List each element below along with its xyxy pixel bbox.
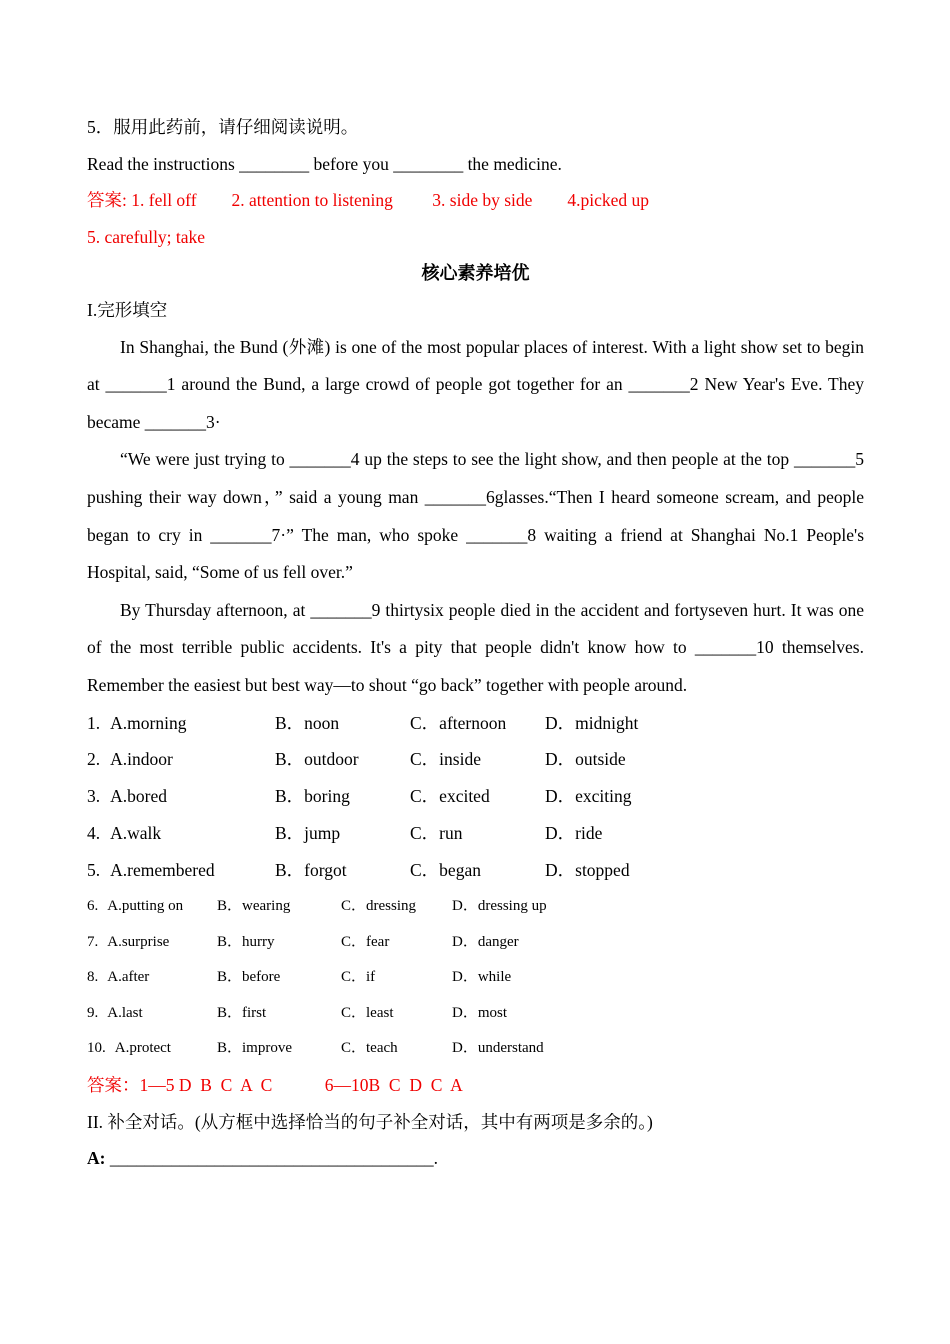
question-row-3 [87, 778, 864, 815]
option-b: B．outdoor [275, 749, 359, 770]
option-b: B．first [217, 1004, 267, 1021]
option-d: D．dressing up [452, 898, 547, 915]
question-number: 6. [87, 898, 99, 915]
cloze-paragraph-1: In Shanghai, the Bund (外滩) is one of the most popular places of interest. With a light show set to begin at _______1 around the Bund, a large crowd of people got together for an _______2 New Year's Eve. They became _______3· [87, 336, 864, 432]
option-d: D．stopped [545, 860, 630, 881]
dialogue-line-a [87, 1140, 864, 1177]
question-number: 5. [87, 860, 101, 881]
question-row-6 [87, 889, 864, 925]
option-d: D．exciting [545, 786, 632, 807]
question-number: 3. [87, 786, 101, 807]
question-cell-a [87, 960, 217, 996]
option-b: B．improve [217, 1040, 292, 1057]
question-number: 2. [87, 749, 101, 770]
option-a: A.putting on [107, 898, 184, 915]
part-2-heading: II. 补全对话。(从方框中选择恰当的句子补全对话，其中有两项是多余的。) [87, 1111, 653, 1132]
question-number: 8. [87, 969, 99, 986]
answers-line-5: 5. carefully; take [87, 226, 206, 247]
cloze-answers-line: 答案：1—5 D B C A C 6—10B C D C A [87, 1075, 463, 1095]
question-cell-a [87, 996, 217, 1032]
option-c: C．afternoon [410, 712, 507, 733]
question-row-7 [87, 925, 864, 961]
answers-line-1-4: 答案: 1. fell off 2. attention to listening 3. side by side 4.picked up [87, 190, 650, 211]
option-d: D．midnight [545, 712, 639, 733]
option-a: A.morning [110, 712, 187, 733]
option-a: A.last [107, 1004, 143, 1021]
question-row-4 [87, 815, 864, 852]
question-row-10 [87, 1031, 864, 1067]
option-b: B．before [217, 969, 281, 986]
question-cell-a [87, 815, 275, 852]
question-number: 1. [87, 712, 101, 733]
item-5-chinese-line: 5．服用此药前，请仔细阅读说明。 [87, 117, 359, 137]
cloze-paragraph-2: “We were just trying to _______4 up the steps to see the light show, and then people at the top _______5 pushing their way down，” said a young man _______6glasses.“Then I heard someone scream, and people began to cry in _______7·” The man, who spoke _______8 waiting a friend at Shanghai No.1 People's Hospital, said, “Some of us fell over.” [87, 449, 864, 583]
option-d: D．understand [452, 1040, 544, 1057]
question-row-9 [87, 996, 864, 1032]
question-cell-a [87, 889, 217, 925]
option-c: C．fear [341, 933, 390, 950]
option-d: D．ride [545, 823, 603, 844]
option-c: C．began [410, 860, 481, 881]
question-number: 10. [87, 1040, 106, 1057]
cloze-paragraph-3: By Thursday afternoon, at _______9 thirtysix people died in the accident and fortyseven hurt. It was one of the most terrible public accidents. It's a pity that people didn't know how to _______10 themselves. Remember the easiest but best way—to shout “go back” together with people around. [87, 599, 864, 695]
question-row-1 [87, 705, 864, 742]
option-b: B．forgot [275, 860, 347, 881]
dialogue-blank-a: _____________________________________. [105, 1148, 438, 1169]
option-a: A.walk [110, 823, 162, 844]
option-a: A.bored [110, 786, 167, 807]
option-a: A.remembered [110, 860, 215, 881]
question-cell-a [87, 852, 275, 889]
question-cell-a [87, 741, 275, 778]
option-d: D．outside [545, 749, 626, 770]
option-d: D．danger [452, 933, 519, 950]
question-number: 9. [87, 1004, 99, 1021]
option-c: C．teach [341, 1040, 398, 1057]
option-c: C．run [410, 823, 463, 844]
option-b: B．wearing [217, 898, 291, 915]
question-row-5 [87, 852, 864, 889]
question-cell-a [87, 778, 275, 815]
option-a: A.surprise [107, 933, 170, 950]
option-c: C．dressing [341, 898, 417, 915]
question-row-2 [87, 741, 864, 778]
item-5-english-line: Read the instructions ________ before you ________ the medicine. [87, 153, 562, 174]
option-c: C．if [341, 969, 376, 986]
option-b: B．hurry [217, 933, 275, 950]
question-cell-a [87, 705, 275, 742]
question-cell-a [87, 925, 217, 961]
question-number: 4. [87, 823, 101, 844]
section-title: 核心素养培优 [421, 263, 530, 284]
question-cell-a [87, 1031, 217, 1067]
part-1-heading: I.完形填空 [87, 299, 168, 320]
option-d: D．while [452, 969, 512, 986]
option-b: B．noon [275, 712, 340, 733]
option-b: B．boring [275, 786, 350, 807]
option-a: A.protect [114, 1040, 171, 1057]
option-b: B．jump [275, 823, 341, 844]
option-a: A.after [107, 969, 150, 986]
option-c: C．inside [410, 749, 481, 770]
option-c: C．excited [410, 786, 490, 807]
option-d: D．most [452, 1004, 508, 1021]
question-number: 7. [87, 933, 99, 950]
question-row-8 [87, 960, 864, 996]
dialogue-speaker-a: A: [87, 1148, 106, 1169]
option-a: A.indoor [110, 749, 173, 770]
option-c: C．least [341, 1004, 394, 1021]
